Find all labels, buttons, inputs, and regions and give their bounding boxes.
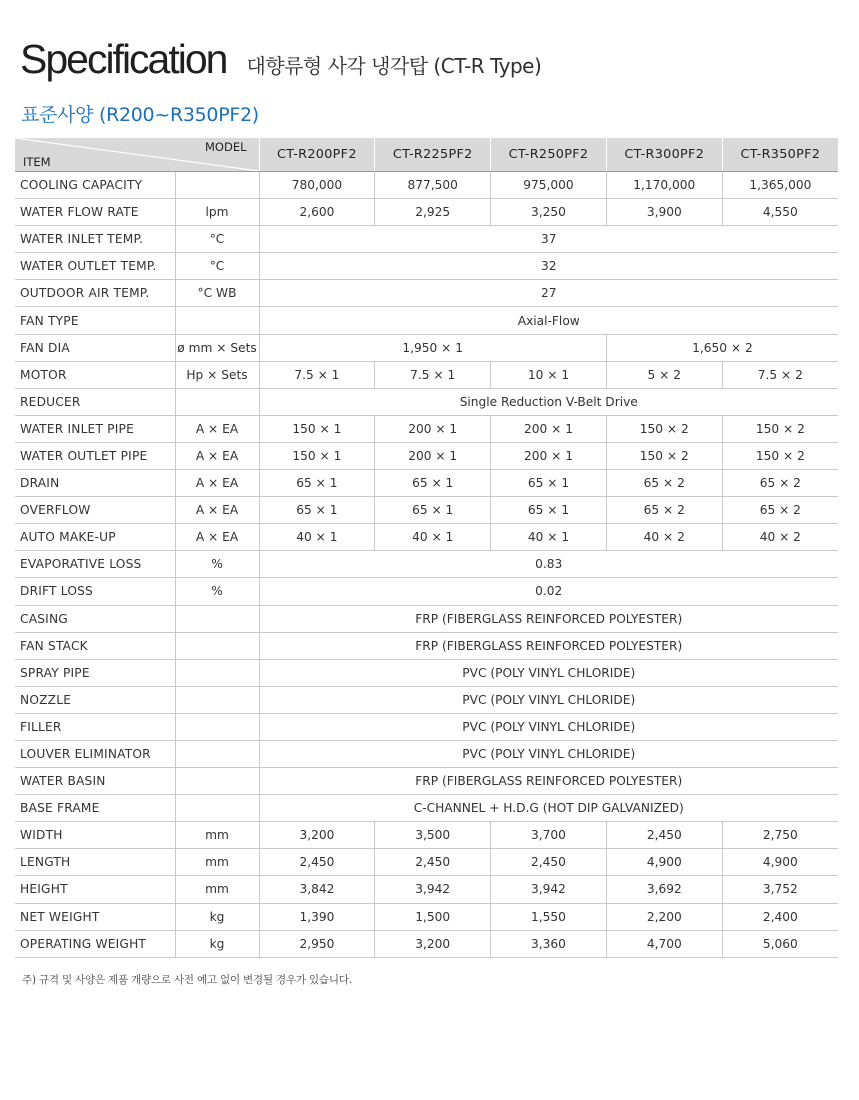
row-value: PVC (POLY VINYL CHLORIDE)	[259, 740, 838, 767]
row-value: 0.02	[259, 578, 838, 605]
table-row	[15, 415, 838, 442]
row-unit	[175, 172, 259, 199]
table-row	[15, 524, 838, 551]
row-value: 3,842	[259, 876, 375, 903]
corner-model-label: MODEL	[204, 140, 247, 154]
table-row	[15, 930, 838, 957]
row-value: 1,950 × 1	[259, 334, 606, 361]
row-value: 32	[259, 253, 838, 280]
row-value: 150 × 2	[606, 415, 722, 442]
row-value: 40 × 2	[606, 524, 722, 551]
row-value: 65 × 2	[606, 470, 722, 497]
row-value: 1,650 × 2	[606, 334, 838, 361]
row-unit: Hp × Sets	[175, 361, 259, 388]
footnote: 주) 규격 및 사양은 제품 개량으로 사전 예고 없이 변경될 경우가 있습니다.	[22, 974, 352, 986]
row-value: Axial-Flow	[259, 307, 838, 334]
row-unit: kg	[175, 903, 259, 930]
table-row	[15, 578, 838, 605]
row-value: 4,700	[606, 930, 722, 957]
row-value: 7.5 × 1	[259, 361, 375, 388]
row-value: 7.5 × 1	[375, 361, 491, 388]
row-unit	[175, 307, 259, 334]
table-row	[15, 280, 838, 307]
row-item-label: FAN TYPE	[15, 307, 175, 334]
row-item-label: CASING	[15, 605, 175, 632]
row-value: 7.5 × 2	[722, 361, 838, 388]
row-value: 3,360	[491, 930, 607, 957]
row-value: 4,550	[722, 199, 838, 226]
row-value: 5,060	[722, 930, 838, 957]
row-value: 1,365,000	[722, 172, 838, 199]
row-value: 2,925	[375, 199, 491, 226]
row-value: 65 × 1	[491, 497, 607, 524]
row-value: 37	[259, 226, 838, 253]
row-value: 27	[259, 280, 838, 307]
row-value: 1,170,000	[606, 172, 722, 199]
table-row	[15, 659, 838, 686]
row-value: 1,550	[491, 903, 607, 930]
table-row	[15, 632, 838, 659]
row-value: 3,700	[491, 822, 607, 849]
row-value: 40 × 1	[491, 524, 607, 551]
row-unit: mm	[175, 876, 259, 903]
row-item-label: WIDTH	[15, 822, 175, 849]
row-value: 780,000	[259, 172, 375, 199]
row-value: PVC (POLY VINYL CHLORIDE)	[259, 659, 838, 686]
table-row	[15, 172, 838, 199]
row-value: 40 × 1	[259, 524, 375, 551]
row-unit: mm	[175, 822, 259, 849]
row-unit	[175, 795, 259, 822]
row-unit: lpm	[175, 199, 259, 226]
table-row	[15, 605, 838, 632]
row-item-label: OPERATING WEIGHT	[15, 930, 175, 957]
row-value: 65 × 2	[722, 470, 838, 497]
row-value: 150 × 2	[606, 442, 722, 469]
row-unit: A × EA	[175, 442, 259, 469]
row-value: 65 × 1	[259, 470, 375, 497]
row-value: 40 × 1	[375, 524, 491, 551]
model-header: CT-R250PF2	[491, 138, 607, 172]
row-item-label: COOLING CAPACITY	[15, 172, 175, 199]
row-unit: °C	[175, 253, 259, 280]
row-value: Single Reduction V-Belt Drive	[259, 388, 838, 415]
row-value: 150 × 1	[259, 415, 375, 442]
row-value: 3,942	[491, 876, 607, 903]
row-unit	[175, 686, 259, 713]
model-header: CT-R300PF2	[606, 138, 722, 172]
row-unit	[175, 740, 259, 767]
row-value: 150 × 2	[722, 415, 838, 442]
row-item-label: OVERFLOW	[15, 497, 175, 524]
row-unit: A × EA	[175, 497, 259, 524]
row-item-label: DRIFT LOSS	[15, 578, 175, 605]
row-value: 2,200	[606, 903, 722, 930]
table-row	[15, 226, 838, 253]
row-unit: ø mm × Sets	[175, 334, 259, 361]
row-value: 65 × 2	[722, 497, 838, 524]
row-value: 3,250	[491, 199, 607, 226]
row-value: 2,750	[722, 822, 838, 849]
row-value: 3,200	[375, 930, 491, 957]
row-value: PVC (POLY VINYL CHLORIDE)	[259, 686, 838, 713]
table-row	[15, 876, 838, 903]
row-unit: °C WB	[175, 280, 259, 307]
row-unit: %	[175, 551, 259, 578]
row-item-label: BASE FRAME	[15, 795, 175, 822]
row-item-label: NET WEIGHT	[15, 903, 175, 930]
row-item-label: AUTO MAKE-UP	[15, 524, 175, 551]
row-unit	[175, 768, 259, 795]
row-item-label: WATER INLET TEMP.	[15, 226, 175, 253]
model-header: CT-R350PF2	[722, 138, 838, 172]
row-value: 2,950	[259, 930, 375, 957]
table-row	[15, 470, 838, 497]
row-value: 3,900	[606, 199, 722, 226]
row-value: 65 × 1	[259, 497, 375, 524]
row-item-label: WATER OUTLET PIPE	[15, 442, 175, 469]
table-row	[15, 307, 838, 334]
row-unit: °C	[175, 226, 259, 253]
row-value: 2,400	[722, 903, 838, 930]
table-row	[15, 361, 838, 388]
row-value: 1,390	[259, 903, 375, 930]
row-unit: A × EA	[175, 415, 259, 442]
table-row	[15, 253, 838, 280]
row-value: 0.83	[259, 551, 838, 578]
corner-item-label: ITEM	[23, 155, 51, 169]
row-unit	[175, 388, 259, 415]
table-row	[15, 199, 838, 226]
table-row	[15, 334, 838, 361]
row-value: 4,900	[722, 849, 838, 876]
row-unit	[175, 713, 259, 740]
row-value: 200 × 1	[375, 415, 491, 442]
row-value: 200 × 1	[491, 442, 607, 469]
row-item-label: HEIGHT	[15, 876, 175, 903]
row-value: 65 × 1	[375, 470, 491, 497]
row-item-label: DRAIN	[15, 470, 175, 497]
row-value: 5 × 2	[606, 361, 722, 388]
section-title: 표준사양 (R200~R350PF2)	[21, 104, 259, 126]
table-row	[15, 903, 838, 930]
row-value: FRP (FIBERGLASS REINFORCED POLYESTER)	[259, 768, 838, 795]
row-value: FRP (FIBERGLASS REINFORCED POLYESTER)	[259, 632, 838, 659]
table-row	[15, 442, 838, 469]
row-item-label: FAN STACK	[15, 632, 175, 659]
table-row	[15, 740, 838, 767]
row-value: 2,600	[259, 199, 375, 226]
row-value: 3,200	[259, 822, 375, 849]
row-value: 3,500	[375, 822, 491, 849]
row-value: 877,500	[375, 172, 491, 199]
row-value: FRP (FIBERGLASS REINFORCED POLYESTER)	[259, 605, 838, 632]
row-value: 150 × 2	[722, 442, 838, 469]
row-item-label: MOTOR	[15, 361, 175, 388]
row-value: 975,000	[491, 172, 607, 199]
row-value: 10 × 1	[491, 361, 607, 388]
model-header: CT-R200PF2	[259, 138, 375, 172]
row-unit: mm	[175, 849, 259, 876]
row-item-label: OUTDOOR AIR TEMP.	[15, 280, 175, 307]
model-header: CT-R225PF2	[375, 138, 491, 172]
row-value: 2,450	[259, 849, 375, 876]
row-value: 65 × 1	[491, 470, 607, 497]
row-item-label: LOUVER ELIMINATOR	[15, 740, 175, 767]
row-value: 2,450	[606, 822, 722, 849]
row-value: 1,500	[375, 903, 491, 930]
row-value: 3,752	[722, 876, 838, 903]
row-item-label: WATER INLET PIPE	[15, 415, 175, 442]
row-item-label: FILLER	[15, 713, 175, 740]
row-unit: kg	[175, 930, 259, 957]
row-unit	[175, 605, 259, 632]
row-unit: A × EA	[175, 524, 259, 551]
row-unit	[175, 659, 259, 686]
row-value: 3,942	[375, 876, 491, 903]
row-value: 200 × 1	[375, 442, 491, 469]
row-item-label: EVAPORATIVE LOSS	[15, 551, 175, 578]
row-value: 150 × 1	[259, 442, 375, 469]
table-row	[15, 713, 838, 740]
table-row	[15, 497, 838, 524]
table-row	[15, 551, 838, 578]
row-unit: A × EA	[175, 470, 259, 497]
row-item-label: FAN DIA	[15, 334, 175, 361]
page-subtitle: 대향류형 사각 냉각탑 (CT-R Type)	[246, 54, 542, 78]
row-value: PVC (POLY VINYL CHLORIDE)	[259, 713, 838, 740]
row-value: C-CHANNEL + H.D.G (HOT DIP GALVANIZED)	[259, 795, 838, 822]
row-item-label: NOZZLE	[15, 686, 175, 713]
table-row	[15, 822, 838, 849]
row-item-label: WATER OUTLET TEMP.	[15, 253, 175, 280]
row-value: 65 × 1	[375, 497, 491, 524]
row-value: 200 × 1	[491, 415, 607, 442]
table-row	[15, 768, 838, 795]
row-value: 65 × 2	[606, 497, 722, 524]
row-value: 2,450	[375, 849, 491, 876]
row-unit	[175, 632, 259, 659]
spec-table-body	[15, 172, 838, 958]
page-title-row	[20, 36, 541, 83]
row-item-label: LENGTH	[15, 849, 175, 876]
spec-table	[15, 138, 838, 958]
table-header-row	[15, 138, 838, 172]
row-item-label: WATER FLOW RATE	[15, 199, 175, 226]
row-item-label: REDUCER	[15, 388, 175, 415]
row-value: 40 × 2	[722, 524, 838, 551]
row-value: 3,692	[606, 876, 722, 903]
table-row	[15, 686, 838, 713]
page-title: Specification	[20, 36, 227, 82]
row-value: 4,900	[606, 849, 722, 876]
row-unit: %	[175, 578, 259, 605]
row-value: 2,450	[491, 849, 607, 876]
table-row	[15, 849, 838, 876]
table-row	[15, 388, 838, 415]
row-item-label: SPRAY PIPE	[15, 659, 175, 686]
row-item-label: WATER BASIN	[15, 768, 175, 795]
header-corner-cell	[15, 138, 259, 172]
table-row	[15, 795, 838, 822]
